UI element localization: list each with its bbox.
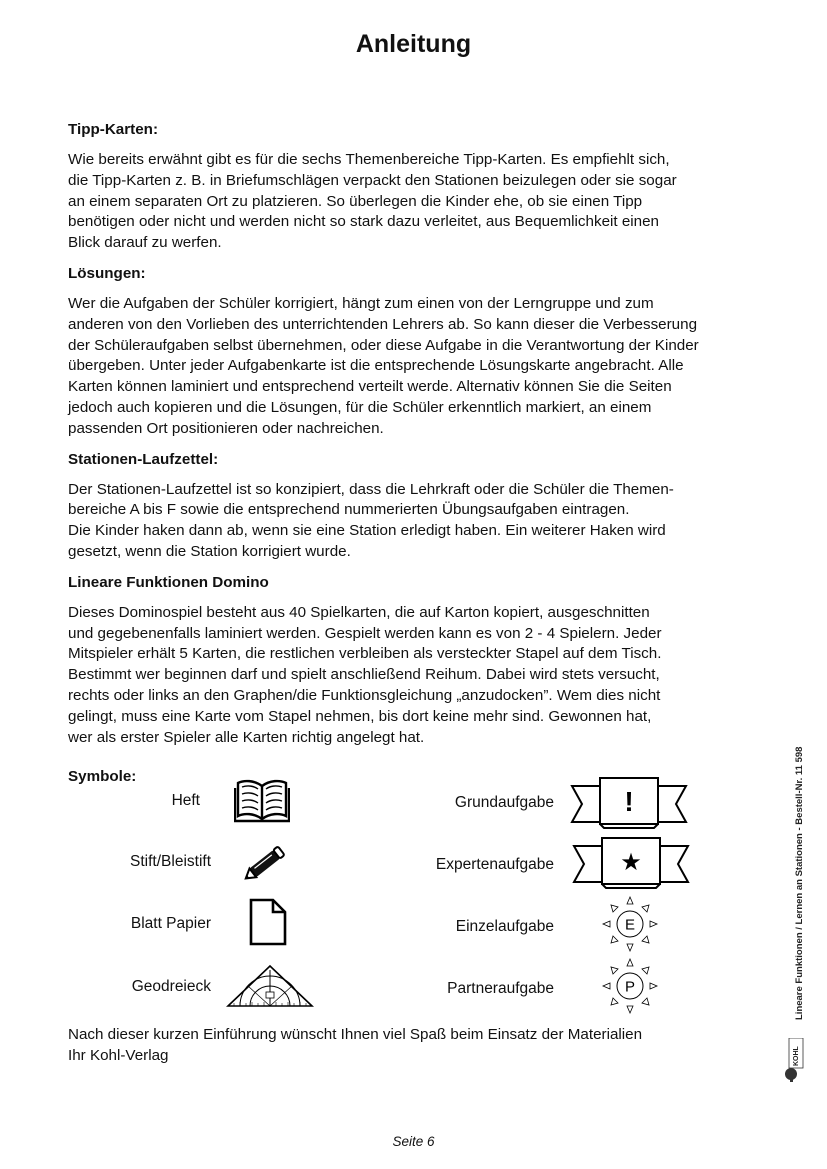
closing-signature: Ihr Kohl-Verlag [68,1047,169,1064]
side-order-info: Lineare Funktionen / Lernen an Stationen - Bestell-Nr. 11 598 [794,746,805,1020]
paper-sheet-icon [248,898,288,946]
paragraph-line: gelingt, muss eine Karte vom Stapel nehmen, bis dort keine mehr sind. Gewonnen hat, [68,707,652,725]
banner-exclamation-symbol: ! [624,786,634,817]
paragraph-line: Mitspieler erhält 5 Karten, die restlichen verbleiben als versteckter Stapel auf dem Tisch. [68,645,662,663]
paragraph-line: jedoch auch kopieren und die Lösungen, für die Schüler erkenntlich markiert, an einem [68,398,652,416]
section-paragraph [68,603,768,749]
instructions-body [68,120,768,758]
sun-p-letter: P [624,978,636,996]
sun-e-letter: E [624,916,636,934]
symbol-label-grundaufgabe: Grundaufgabe [454,794,554,811]
banner-exclamation-icon [570,776,688,830]
paragraph-line: der Schüleraufgaben selbst übernehmen, oder diese Aufgabe in die Verantwortung der Kinder [68,336,699,354]
symbol-label-geodreieck: Geodreieck [131,978,211,995]
paragraph-line: gesetzt, wenn die Station korrigiert wurde. [68,542,351,560]
paragraph-line: Wie bereits erwähnt gibt es für die sechs Themenbereiche Tipp-Karten. Es empfiehlt sich, [68,151,670,168]
paragraph-line: an einem separaten Ort zu platzieren. So überlegen die Kinder ehe, ob sie einen Tipp [68,192,643,210]
svg-text:KOHL: KOHL [793,1046,800,1066]
symbol-label-blatt: Blatt Papier [130,915,211,932]
symbol-label-heft: Heft [171,792,200,809]
symbol-label-einzelaufgabe: Einzelaufgabe [455,918,554,935]
paragraph-line: wer als erster Spieler alle Karten richtig angelegt hat. [68,728,425,746]
symbol-label-expertenaufgabe: Expertenaufgabe [435,856,554,873]
paragraph-line: Der Stationen-Laufzettel ist so konzipiert, dass die Lehrkraft oder die Schüler die Themen- [68,480,674,498]
sun-e-icon [602,896,658,952]
section-heading: Tipp-Karten: [68,121,158,138]
paragraph-line: rechts oder links an den Graphen/die Funktionsgleichung „anzudocken”. Wem dies nicht [68,686,661,704]
set-square-icon [226,964,314,1008]
paragraph-line: passenden Ort positionieren oder nachreichen. [68,419,384,437]
symbols-heading: Symbole: [68,768,137,785]
section-paragraph [68,480,768,563]
section-heading: Lösungen: [68,264,146,282]
paragraph-line: Blick darauf zu werfen. [68,234,222,252]
section-paragraph [68,150,768,254]
paragraph-line: Die Kinder haken dann ab, wenn sie eine Station erledigt haben. Ein weiterer Haken wird [68,522,666,540]
pencil-icon [240,844,290,884]
closing-text [68,1024,642,1066]
page-title: Anleitung [355,30,472,58]
symbol-label-stift: Stift/Bleistift [130,853,211,870]
section-paragraph [68,294,768,440]
paragraph-line: übergeben. Unter jeder Aufgabenkarte ist die entsprechende Lösungskarte angebracht. Alle [68,357,684,375]
paragraph-line: benötigen oder nicht und werden nicht so stark dazu verleitet, aus Bequemlichkeit einen [68,213,659,231]
section-heading: Stationen-Laufzettel: [68,450,219,468]
paragraph-line: die Tipp-Karten z. B. in Briefumschlägen verpackt den Stationen beizulegen oder sie sogar [68,171,677,189]
paragraph-line: anderen von den Vorlieben des unterrichtenden Lehrers ab. So kann dieser die Verbesserung [68,315,698,333]
sun-p-icon [602,958,658,1014]
paragraph-line: Dieses Dominospiel besteht aus 40 Spielkarten, die auf Karton kopiert, ausgeschnitten [68,603,650,621]
symbol-label-partneraufgabe: Partneraufgabe [447,980,554,997]
paragraph-line: Karten können laminiert und entsprechend verteilt werde. Alternativ können Sie die Seiten [68,378,672,396]
section-heading: Lineare Funktionen Domino [68,573,269,591]
publisher-logo-icon [783,1038,805,1082]
paragraph-line: Bestimmt wer beginnen darf und spielt anschließend Reihum. Dabei wird stets versucht, [68,666,660,684]
page-number: Seite 6 [392,1134,435,1149]
paragraph-line: und gegebenenfalls laminiert werden. Gespielt werden kann es von 2 - 4 Spielern. Jeder [68,624,662,642]
banner-star-symbol: ★ [620,848,642,876]
closing-line: Nach dieser kurzen Einführung wünscht Ihnen viel Spaß beim Einsatz der Materialien [68,1026,643,1043]
paragraph-line: Wer die Aufgaben der Schüler korrigiert, hängt zum einen von der Lerngruppe und zum [68,294,654,312]
banner-star-icon [572,836,690,890]
paragraph-line: bereiche A bis F sowie die entsprechend nummerierten Übungsaufgaben eintragen. [68,501,630,519]
book-icon [234,778,290,824]
